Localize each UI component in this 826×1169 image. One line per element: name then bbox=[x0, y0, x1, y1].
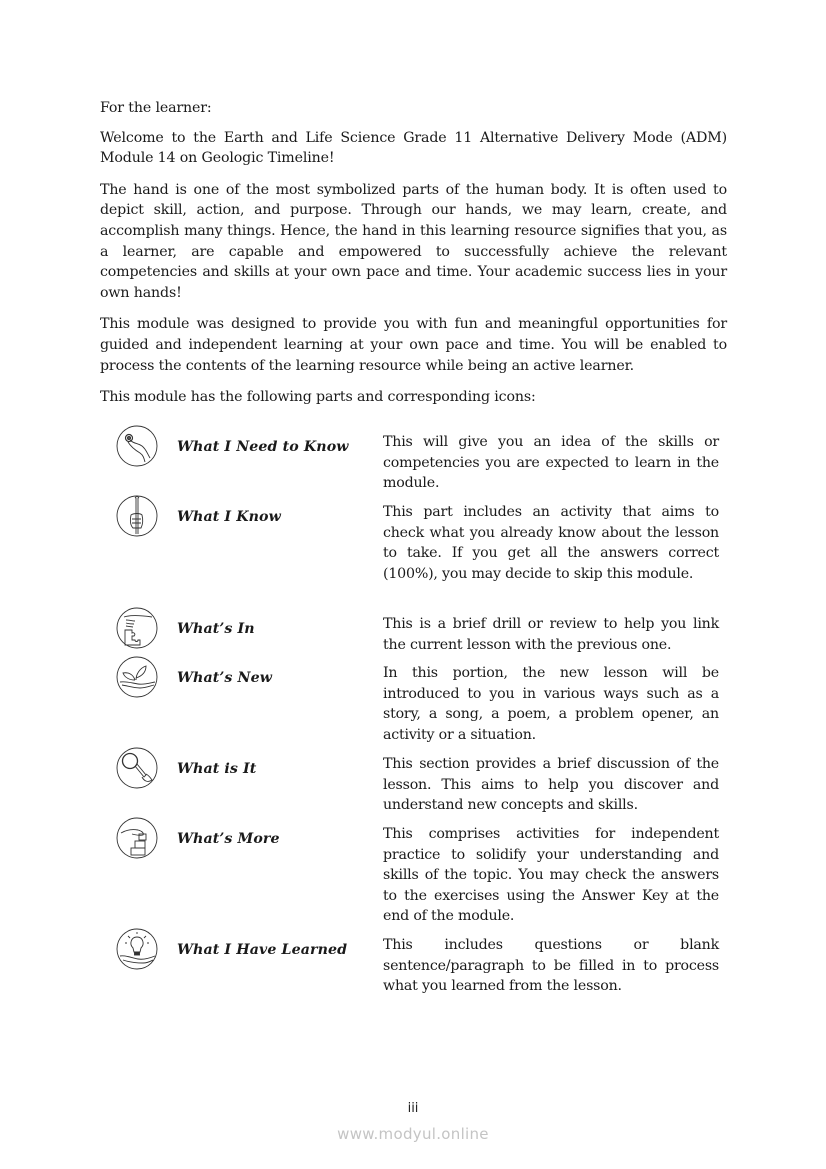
intro-section bbox=[100, 98, 727, 419]
part-description: This will give you an idea of the skills or competencies you are expected to learn in the module. bbox=[383, 434, 719, 492]
hand-holding-pencil-icon bbox=[116, 495, 158, 537]
watermark-text: www.modyul.online bbox=[337, 1125, 489, 1143]
hand-lightbulb-icon bbox=[116, 928, 158, 970]
greeting-text: For the learner: bbox=[100, 100, 212, 116]
part-title: What is It bbox=[177, 761, 257, 777]
welcome-paragraph: Welcome to the Earth and Life Science Grade 11 Alternative Delivery Mode (ADM) Module 14 on Geologic Timeline! bbox=[100, 129, 727, 167]
part-title: What I Need to Know bbox=[177, 439, 349, 455]
part-title: What’s In bbox=[177, 621, 255, 637]
parts-lead-text: This module has the following parts and corresponding icons: bbox=[100, 389, 536, 406]
hand-seedling-icon bbox=[116, 656, 158, 698]
part-title: What’s More bbox=[177, 831, 280, 847]
part-title: What I Have Learned bbox=[177, 942, 348, 958]
hand-stacking-blocks-icon bbox=[116, 817, 158, 859]
part-description: In this portion, the new lesson will be introduced to you in various ways such as a story, a song, a poem, a problem opener, an activity or a situation. bbox=[383, 665, 719, 743]
part-description: This comprises activities for independent practice to solidify your understanding and skills of the topic. You may check the answers to the exercises using the Answer Key at the end of the module. bbox=[383, 826, 719, 925]
part-description: This section provides a brief discussion of the lesson. This aims to help you discover and understand new concepts and skills. bbox=[383, 756, 719, 814]
page-number: iii bbox=[407, 1101, 419, 1116]
hand-puzzle-piece-icon bbox=[116, 607, 158, 649]
part-description: This part includes an activity that aims to check what you already know about the lesson to take. If you get all the answers correct (100%), you may decide to skip this module. bbox=[383, 504, 719, 582]
hand-pointing-icon bbox=[116, 425, 158, 467]
design-paragraph: This module was designed to provide you with fun and meaningful opportunities for guided and independent learning at your own pace and time. You will be enabled to process the contents of the learning resource while being an active learner. bbox=[100, 316, 727, 374]
part-title: What’s New bbox=[177, 670, 273, 686]
hand-paragraph: The hand is one of the most symbolized parts of the human body. It is often used to depict skill, action, and purpose. Through our hands, we may learn, create, and accomplish many things. Hence, the hand in this learning resource signifies that you, as a learner, are capable and empowered to successfully achieve the relevant competencies and skills at your own pace and time. Your academic success lies in your own hands! bbox=[100, 181, 727, 301]
part-title: What I Know bbox=[177, 509, 281, 525]
part-description: This includes questions or blank sentence/paragraph to be filled in to process what you learned from the lesson. bbox=[383, 937, 719, 995]
part-description: This is a brief drill or review to help you link the current lesson with the previous one. bbox=[383, 616, 719, 653]
hand-magnifying-glass-icon bbox=[116, 747, 158, 789]
